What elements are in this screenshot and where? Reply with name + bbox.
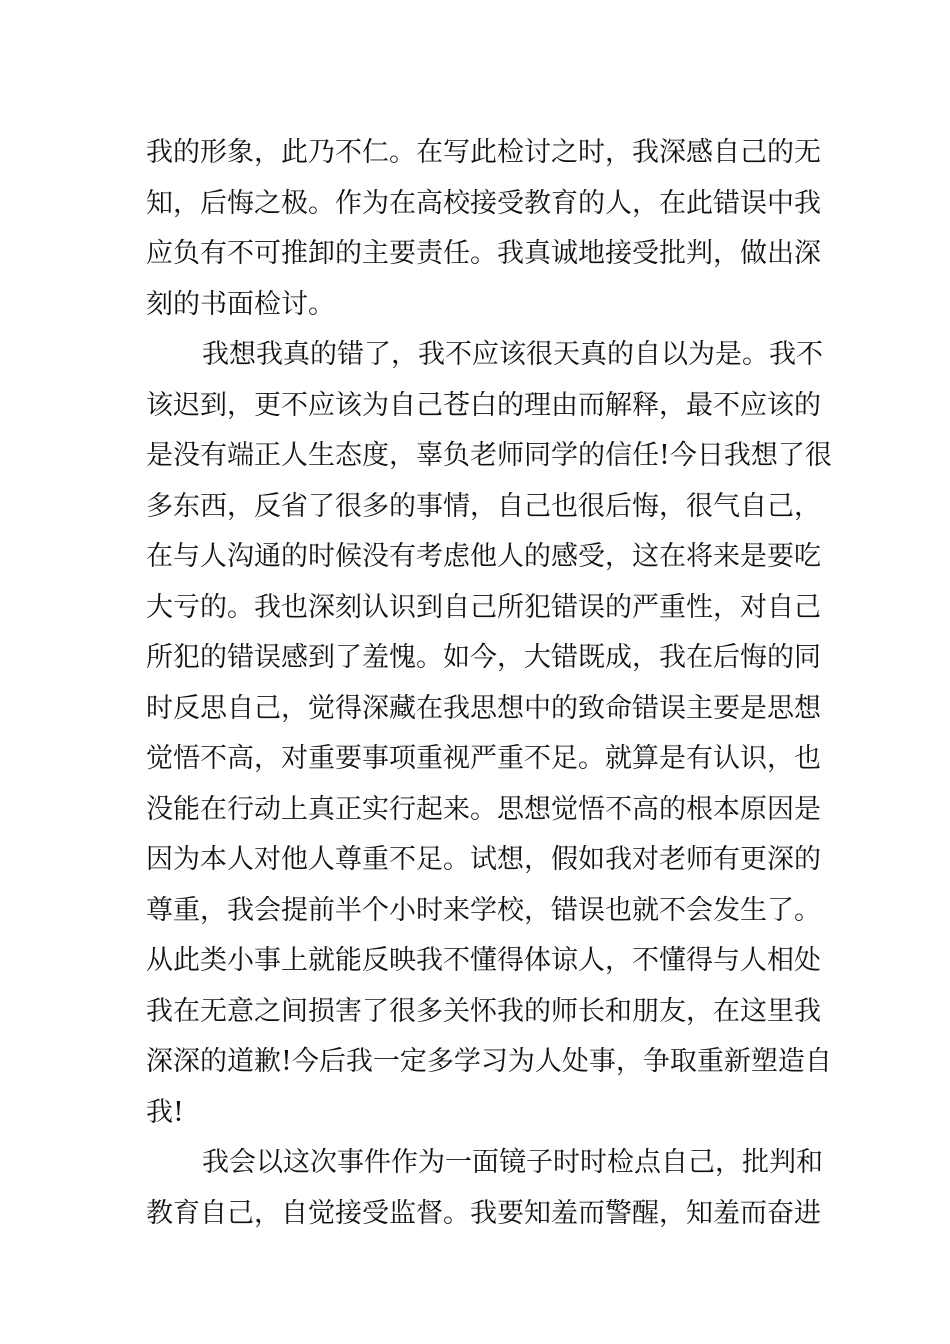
- text-line: 刻的书面检讨。: [146, 288, 335, 320]
- paragraph-start-line: 我会以这次事件作为一面镜子时时检点自己，批判和: [202, 1147, 823, 1178]
- text-line: 我在无意之间损害了很多关怀我的师长和朋友，在这里我: [146, 995, 821, 1027]
- text-line: 时反思自己，觉得深藏在我思想中的致命错误主要是思想: [146, 692, 821, 724]
- text-line: 应负有不可推卸的主要责任。我真诚地接受批判，做出深: [146, 238, 821, 269]
- text-line: 因为本人对他人尊重不足。试想，假如我对老师有更深的: [146, 844, 821, 875]
- text-line: 从此类小事上就能反映我不懂得体谅人，不懂得与人相处: [146, 945, 821, 976]
- text-line: 尊重，我会提前半个小时来学校，错误也就不会发生了。: [146, 894, 821, 926]
- text-line: 多东西，反省了很多的事情，自己也很后悔，很气自己，: [146, 490, 821, 522]
- text-line: 该迟到，更不应该为自己苍白的理由而解释，最不应该的: [146, 389, 821, 421]
- text-line: 知，后悔之极。作为在高校接受教育的人，在此错误中我: [146, 187, 821, 219]
- text-line: 觉悟不高，对重要事项重视严重不足。就算是有认识，也: [146, 743, 821, 774]
- text-line: 大亏的。我也深刻认识到自己所犯错误的严重性，对自己: [146, 591, 821, 623]
- document-body: [146, 128, 832, 1239]
- text-line: 教育自己，自觉接受监督。我要知羞而警醒，知羞而奋进: [146, 1197, 821, 1229]
- text-line: 我的形象，此乃不仁。在写此检讨之时，我深感自己的无: [146, 137, 821, 168]
- text-line: 没能在行动上真正实行起来。思想觉悟不高的根本原因是: [146, 793, 821, 825]
- text-line: 是没有端正人生态度，辜负老师同学的信任!今日我想了很: [146, 440, 832, 471]
- text-line: 在与人沟通的时候没有考虑他人的感受，这在将来是要吃: [146, 541, 821, 572]
- text-line: 所犯的错误感到了羞愧。如今，大错既成，我在后悔的同: [146, 642, 821, 673]
- text-line: 我!: [146, 1096, 184, 1128]
- paragraph-start-line: 我想我真的错了，我不应该很天真的自以为是。我不: [202, 339, 823, 370]
- text-line: 深深的道歉!今后我一定多学习为人处事，争取重新塑造自: [146, 1046, 832, 1077]
